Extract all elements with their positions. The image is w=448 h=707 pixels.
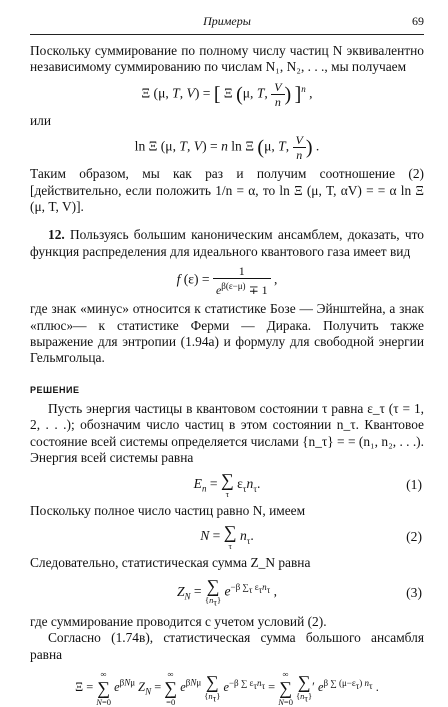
equation-number-1: (1) bbox=[406, 476, 422, 492]
section-heading: РЕШЕНИЕ bbox=[30, 384, 80, 395]
word-or: или bbox=[30, 112, 52, 128]
equation-energy: $E_n$ = ∑ τ $\varepsilon_\tau n_\tau$. (1) bbox=[193, 469, 422, 499]
paragraph-summation: Поскольку суммирование по полному числу частиц N эквивалентно независимому суммированию по числам N₁, N₂, . . ., мы получаем bbox=[30, 43, 424, 75]
paragraph-grand-sum: Согласно (1.74в), статистическая сумма большого ансамбля равна bbox=[30, 630, 424, 662]
problem-statement bbox=[30, 227, 424, 260]
equation-number-2: (2) bbox=[406, 528, 422, 544]
paragraph-relation: Таким образом, мы как раз и получим соотношение (2) [действительно, если положить 1/n = α, то ln Ξ (μ, T, αV) = = α ln Ξ (μ, T, V)]. bbox=[30, 166, 424, 215]
running-header bbox=[30, 14, 424, 35]
problem-text: Пользуясь большим каноническим ансамблем, доказать, что функция распределения для идеального квантового газа имеет вид bbox=[30, 227, 424, 259]
paragraph-states: Пусть энергия частицы в квантовом состоянии τ равна ε_τ (τ = 1, 2, . . .); обозначим число частиц в этом состоянии n_τ. Квантовое состояние всей системы определяется числами {n_τ} = = (n₁, n₂, . . .). Энергия всей системы равна bbox=[30, 400, 424, 466]
equation-distribution: f (ε) = $\frac{1}{e^{\beta(\varepsilon-\mu)} \mp 1}$ , bbox=[176, 264, 278, 298]
equation-number-3: (3) bbox=[406, 584, 422, 600]
equation-zn: $Z_N$ = ∑ $\{n_\tau\}$ $e^{-\beta \sum_\tau \varepsilon_\tau n_\tau}$ , (3) bbox=[176, 576, 422, 608]
equation-ln-xi: ln Ξ (μ, T, V) = n ln Ξ (μ, T, $\frac{V}{n}$ ) . bbox=[134, 133, 320, 163]
equation-xi-power: Ξ (μ, T, V) = [ Ξ (μ, T, $\frac{V}{n}$ ) ]$^n$ , bbox=[141, 79, 313, 109]
equation-total-n: N = ∑ τ $n_\tau$. (2) bbox=[200, 521, 422, 551]
equation-grand-xi: Ξ = ∞ ∑ N=0 $e^{\beta N\mu}$ $Z_N$ = ∞ ∑ =0 $e^{\beta N\mu}$ ∑ $\{n_\tau\}$ $e^{-\beta \sum \varepsilon_\tau n_\tau}$ = ∞ ∑ N=0 ∑ $\{n_\tau\}$ ′ $e^{\beta \sum (\mu-\varepsilon_\tau) n_\tau}$ . bbox=[75, 669, 379, 707]
paragraph-signs: где знак «минус» относится к статистике Бозе — Эйнштейна, а знак «плюс»— к статистике Ферми — Дирака. Получить также выражение для энтропии (1.94а) и формулу для свободной энергии Гельмгольца. bbox=[30, 301, 424, 366]
paragraph-stat-sum: Следовательно, статистическая сумма Z_N равна bbox=[30, 554, 311, 570]
paragraph-total-number: Поскольку полное число частиц равно N, имеем bbox=[30, 502, 306, 518]
page-number: 69 bbox=[412, 14, 424, 28]
header-title: Примеры bbox=[203, 14, 251, 28]
problem-number: 12. bbox=[48, 227, 65, 243]
paragraph-conditions: где суммирование проводится с учетом условий (2). bbox=[30, 614, 327, 629]
